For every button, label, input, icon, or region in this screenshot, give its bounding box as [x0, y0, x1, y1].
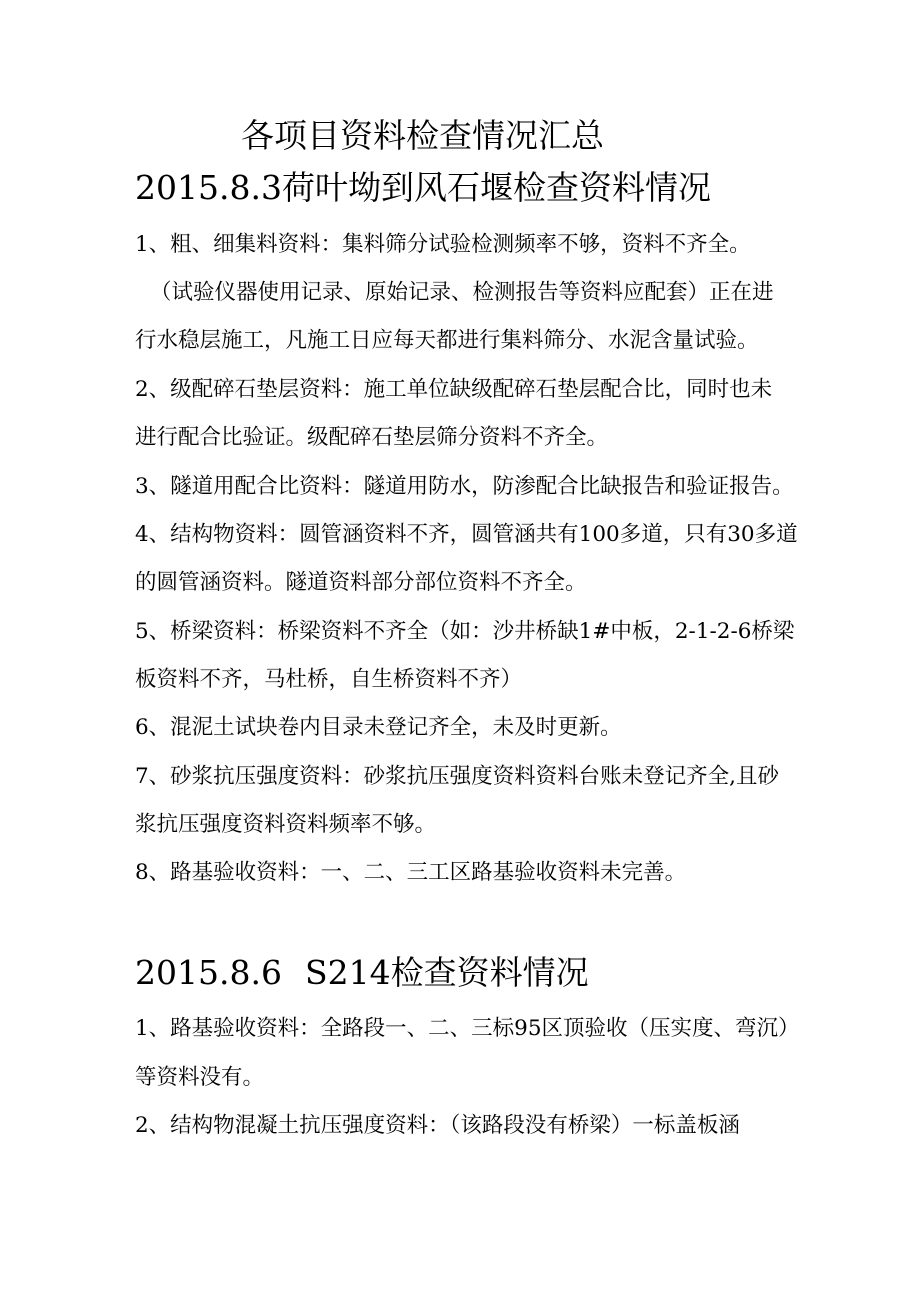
document-title: 各项目资料检查情况汇总 — [241, 116, 604, 155]
section-1-line: 板资料不齐，马杜桥，自生桥资料不齐） — [135, 667, 523, 692]
section-1-line: 1、粗、细集料资料：集料筛分试验检测频率不够，资料不齐全。 — [135, 232, 751, 257]
section-1-line: 6、混泥土试块卷内目录未登记齐全，未及时更新。 — [135, 715, 622, 740]
section-1-line: 的圆管涵资料。隧道资料部分部位资料不齐全。 — [135, 570, 587, 595]
section-1-line: 进行配合比验证。级配碎石垫层筛分资料不齐全。 — [135, 425, 609, 450]
section-2-line: 等资料没有。 — [135, 1065, 265, 1090]
section-1-line: 4、结构物资料：圆管涵资料不齐，圆管涵共有100多道，只有30多道 — [135, 522, 798, 547]
section-1-line: 3、隧道用配合比资料：隧道用防水，防渗配合比缺报告和验证报告。 — [135, 474, 794, 499]
section-1-line: 浆抗压强度资料资料频率不够。 — [135, 812, 437, 837]
section-1-line: 8、路基验收资料：一、二、三工区路基验收资料未完善。 — [135, 860, 687, 885]
section-1-line: 行水稳层施工，凡施工日应每天都进行集料筛分、水泥含量试验。 — [135, 328, 759, 353]
section-2-heading-date: 2015.8.6 — [135, 953, 282, 992]
section-1-line: 5、桥梁资料：桥梁资料不齐全（如：沙井桥缺1#中板，2-1-2-6桥梁 — [135, 619, 795, 644]
section-1-line: 7、砂浆抗压强度资料：砂浆抗压强度资料资料台账未登记齐全,且砂 — [135, 764, 780, 789]
section-2-heading — [135, 951, 589, 995]
section-2-heading-text: S214检查资料情况 — [305, 953, 589, 992]
section-2-line: 1、路基验收资料：全路段一、二、三标95区顶验收（压实度、弯沉） — [135, 1016, 800, 1041]
section-1-line: 2、级配碎石垫层资料：施工单位缺级配碎石垫层配合比，同时也未 — [135, 377, 773, 402]
section-1-heading: 2015.8.3荷叶坳到风石堰检查资料情况 — [135, 168, 711, 207]
section-2-line: 2、结构物混凝土抗压强度资料：（该路段没有桥梁）一标盖板涵 — [135, 1113, 740, 1138]
section-1-line: （试验仪器使用记录、原始记录、检测报告等资料应配套）正在进 — [150, 280, 774, 305]
